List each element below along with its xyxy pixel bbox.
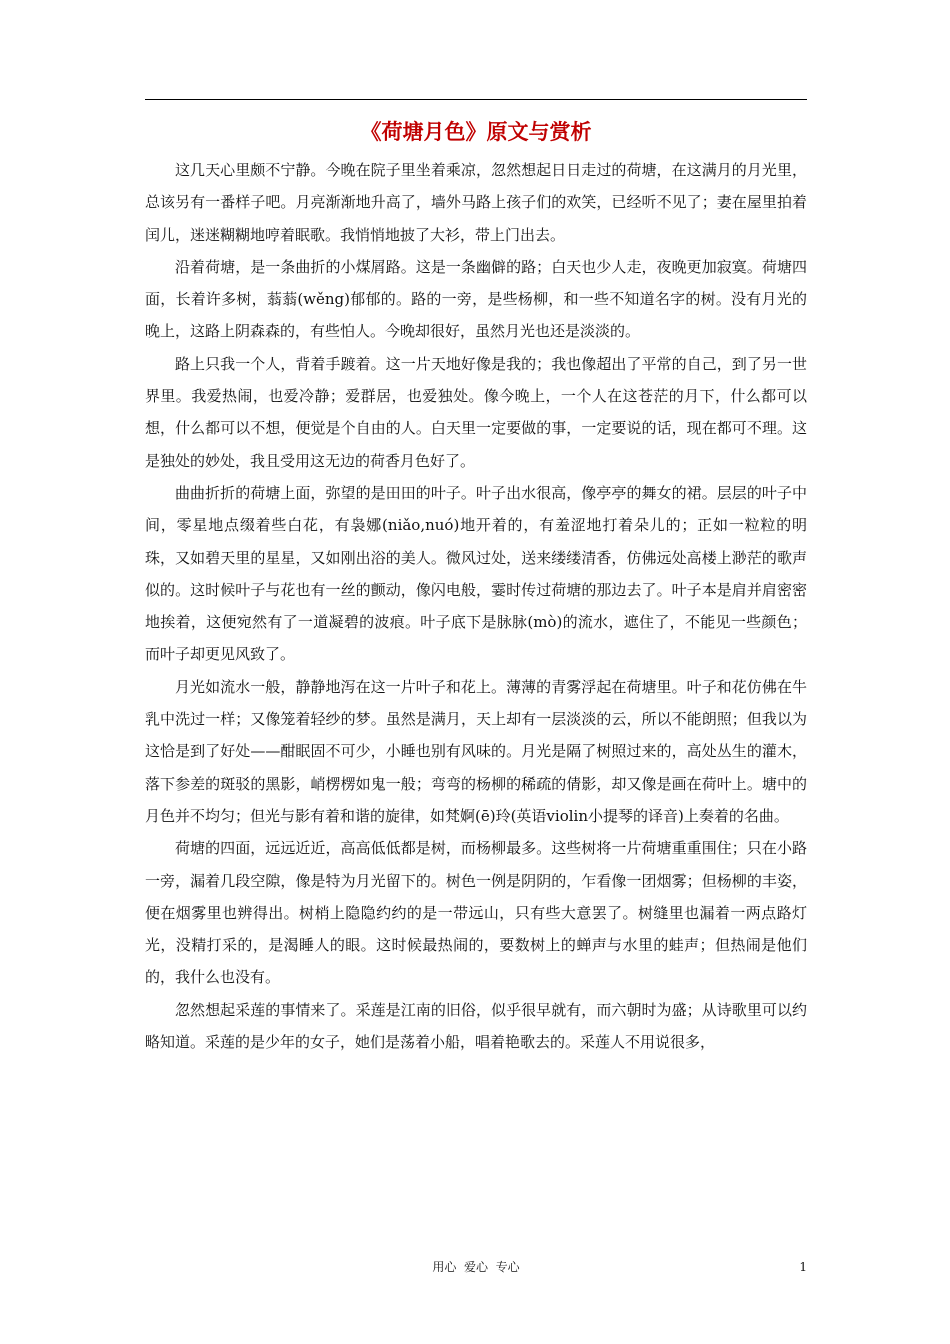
page-footer [145, 1255, 807, 1279]
page-number: 1 [799, 1260, 807, 1274]
header-rule [145, 99, 807, 100]
paragraph-2: 沿着荷塘，是一条曲折的小煤屑路。这是一条幽僻的路；白天也少人走，夜晚更加寂寞。荷塘四面，长着许多树，蓊蓊(wěng)郁郁的。路的一旁，是些杨柳，和一些不知道名字的树。没有月光的晚上，这路上阴森森的，有些怕人。今晚却很好，虽然月光也还是淡淡的。 [145, 257, 807, 341]
paragraph-5: 月光如流水一般，静静地泻在这一片叶子和花上。薄薄的青雾浮起在荷塘里。叶子和花仿佛在牛乳中洗过一样；又像笼着轻纱的梦。虽然是满月，天上却有一层淡淡的云，所以不能朗照；但我以为这恰是到了好处——酣眠固不可少，小睡也别有风味的。月光是隔了树照过来的，高处丛生的灌木，落下参差的斑驳的黑影，峭楞楞如鬼一般；弯弯的杨柳的稀疏的倩影，却又像是画在荷叶上。塘中的月色并不均匀；但光与影有着和谐的旋律，如梵婀(ē)玲(英语violin小提琴的译音)上奏着的名曲。 [145, 677, 807, 825]
footer-slogan: 用心 爱心 专心 [432, 1260, 520, 1274]
paragraph-7: 忽然想起采莲的事情来了。采莲是江南的旧俗，似乎很早就有，而六朝时为盛；从诗歌里可以约略知道。采莲的是少年的女子，她们是荡着小船，唱着艳歌去的。采莲人不用说很多， [145, 1000, 807, 1052]
paragraph-1: 这几天心里颇不宁静。今晚在院子里坐着乘凉，忽然想起日日走过的荷塘，在这满月的月光里，总该另有一番样子吧。月亮渐渐地升高了，墙外马路上孩子们的欢笑，已经听不见了；妻在屋里拍着闰儿，迷迷糊糊地哼着眠歌。我悄悄地披了大衫，带上门出去。 [145, 161, 807, 244]
paragraph-6: 荷塘的四面，远远近近，高高低低都是树，而杨柳最多。这些树将一片荷塘重重围住；只在小路一旁，漏着几段空隙，像是特为月光留下的。树色一例是阴阴的，乍看像一团烟雾；但杨柳的丰姿，便在烟雾里也辨得出。树梢上隐隐约约的是一带远山，只有些大意罢了。树缝里也漏着一两点路灯光，没精打采的，是渴睡人的眼。这时候最热闹的，要数树上的蝉声与水里的蛙声；但热闹是他们的，我什么也没有。 [145, 839, 807, 987]
document-body [145, 154, 807, 1058]
document-title: 《荷塘月色》原文与赏析 [360, 119, 592, 144]
paragraph-3: 路上只我一个人，背着手踱着。这一片天地好像是我的；我也像超出了平常的自己，到了另一世界里。我爱热闹，也爱冷静；爱群居，也爱独处。像今晚上，一个人在这苍茫的月下，什么都可以想，什么都可以不想，便觉是个自由的人。白天里一定要做的事，一定要说的话，现在都可不理。这是独处的妙处，我且受用这无边的荷香月色好了。 [145, 354, 807, 470]
paragraph-4: 曲曲折折的荷塘上面，弥望的是田田的叶子。叶子出水很高，像亭亭的舞女的裙。层层的叶子中间，零星地点缀着些白花，有袅娜(niǎo,nuó)地开着的，有羞涩地打着朵儿的；正如一粒粒的明珠，又如碧天里的星星，又如刚出浴的美人。微风过处，送来缕缕清香，仿佛远处高楼上渺茫的歌声似的。这时候叶子与花也有一丝的颤动，像闪电般，霎时传过荷塘的那边去了。叶子本是肩并肩密密地挨着，这便宛然有了一道凝碧的波痕。叶子底下是脉脉(mò)的流水，遮住了，不能见一些颜色；而叶子却更见风致了。 [145, 483, 807, 664]
